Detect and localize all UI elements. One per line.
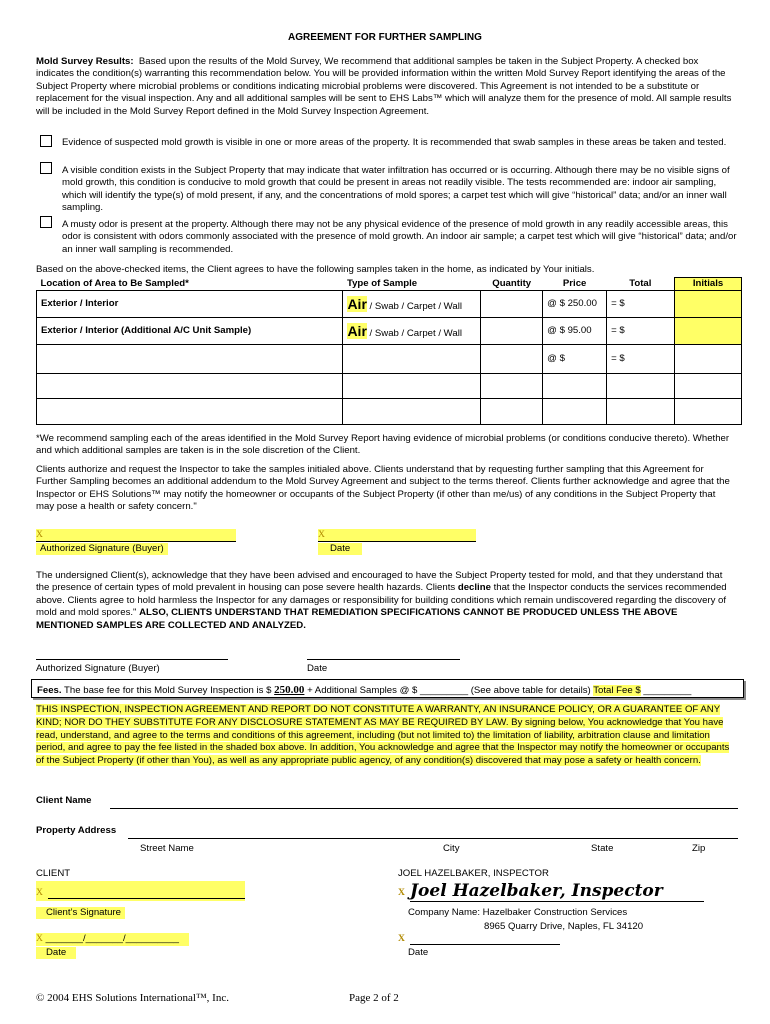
fees-text-2: + Additional Samples @ $ _________ (See above table for details) <box>304 685 594 696</box>
date-label <box>318 543 362 555</box>
decline-text-1: The undersigned Client(s), acknowledge that they have been advised and encouraged to have the Subject Property tested for mold, and that they understand that the presence of certain types of mold prevalent in housing can pose severe health hazards. Clients <box>36 570 723 594</box>
air-option[interactable]: Air <box>347 323 367 340</box>
survey-results-paragraph <box>36 56 736 118</box>
disclaimer-text: THIS INSPECTION, INSPECTION AGREEMENT AND REPORT DO NOT CONSTITUTE A WARRANTY, AN INSURANCE POLICY, OR A GUARANTEE OF ANY KIND; NOR DO THEY SUBSTITUTE FOR ANY DISCLOSURE STATEMENT AS MAY BE REQUIRED BY LAW. By signing below, You acknowledge that You have read, understand, and agree to the terms and conditions of this agreement, including (but not limited to) the limitation of liability, arbitration clause and limitation period, and agree to pay the fee listed in the shaded box above. In addition, You acknowledge and agree that the Inspector may notify the homeowner or occupants of the Subject Property (if other than You), as well as any appropriate public agency, of any condition(s) discovered that may pose a safety or health concern. <box>36 704 730 766</box>
row-quantity[interactable] <box>481 345 543 374</box>
row-total: = $ <box>607 345 675 374</box>
row-initials[interactable] <box>675 318 742 345</box>
city-label: City <box>443 843 460 854</box>
row-type <box>343 291 481 318</box>
x-mark: X <box>398 887 405 898</box>
client-date-field[interactable] <box>36 933 189 946</box>
client-name-label: Client Name <box>36 795 92 806</box>
row-total: = $ <box>607 291 675 318</box>
decline-text-2: that the Inspector conducts the services recommended above. Clients agree to hold harmless the Inspector for any damages or responsibility for building conditions which remain undiscovered regarding the discovery of mold and mold spores." <box>36 582 727 619</box>
condition-text-2: A visible condition exists in the Subject Property that may indicate that water infiltration has occurred or is occurring. Although there may be no visible signs of mold growth, this condition is conducive to mold growth that could be present in areas not readily visible. The tests recommended are: indoor air sampling, which will identify the type(s) of mold present, if any, and the concentrations of mold spores; a carpet test which will give “historical” data; and/or an inner wall sampling. <box>62 165 730 214</box>
row-location: Exterior / Interior <box>37 291 343 318</box>
survey-results-text: Based upon the results of the Mold Survey, We recommend that additional samples be taken in the Subject Property. A checked box indicates the condition(s) warranting this recommendation below. You will be provided information within the written Mold Survey Report identifying the areas of the Subject Property where microbial problems or conditions indicating microbial problems were discovered. This Agreement is not intended to be a substitute or replacement for the visual inspection. Any and all additional samples will be sent to EHS Labs™ which will analyze them for the presence of mold. All sample results will be included in the Mold Survey Report defined in the Mold Survey Inspection Agreement. <box>36 56 732 117</box>
total-fee-blank[interactable]: _________ <box>640 685 692 696</box>
buyer-date-field[interactable] <box>318 529 476 542</box>
header-quantity: Quantity <box>481 278 543 291</box>
x-mark: X <box>36 887 43 898</box>
property-address-line[interactable] <box>128 838 738 839</box>
table-intro: Based on the above-checked items, the Client agrees to have the following samples taken in the home, as indicated by Your initials. <box>36 264 595 275</box>
total-fee-label: Total Fee $ <box>593 685 641 696</box>
samples-table <box>36 277 742 425</box>
company-name: Company Name: Hazelbaker Construction Services <box>408 907 628 918</box>
row-total: = $ <box>607 318 675 345</box>
buyer-signature-field[interactable] <box>36 529 236 542</box>
inspector-date-label: Date <box>408 947 429 958</box>
page-title: AGREEMENT FOR FURTHER SAMPLING <box>288 32 482 43</box>
company-address: 8965 Quarry Drive, Naples, FL 34120 <box>484 921 644 932</box>
row-location[interactable] <box>37 345 343 374</box>
authorized-signature-label-2: Authorized Signature (Buyer) <box>36 663 160 674</box>
zip-label: Zip <box>692 843 706 854</box>
type-options: / Swab / Carpet / Wall <box>366 301 462 313</box>
state-label: State <box>591 843 614 854</box>
survey-results-label: Mold Survey Results: <box>36 56 134 67</box>
client-signature-line <box>48 898 245 899</box>
table-row <box>37 399 742 425</box>
row-location[interactable] <box>37 399 343 425</box>
row-price <box>543 374 607 399</box>
table-header-row <box>37 278 742 291</box>
row-type <box>343 318 481 345</box>
authorized-signature-label <box>36 543 168 555</box>
table-row <box>37 374 742 399</box>
decline-word: decline <box>457 582 491 594</box>
condition-checkbox-1[interactable] <box>40 135 52 147</box>
footer-page: Page 2 of 2 <box>349 992 399 1004</box>
header-total: Total <box>607 278 675 291</box>
client-heading: CLIENT <box>36 868 71 879</box>
authorized-signature-text: Authorized Signature (Buyer) <box>40 543 164 554</box>
client-name-line[interactable] <box>110 808 738 809</box>
x-mark: X <box>398 933 405 944</box>
row-price: @ $ 95.00 <box>543 318 607 345</box>
row-total <box>607 374 675 399</box>
header-type: Type of Sample <box>343 278 481 291</box>
x-mark: X <box>36 529 43 540</box>
footer-copyright: © 2004 EHS Solutions International™, Inc. <box>36 992 229 1004</box>
buyer-signature-line-2[interactable] <box>36 659 228 660</box>
fees-box <box>31 679 744 698</box>
date-slashes: _______/_______/__________ <box>45 933 179 944</box>
clients-signature-text: Client’s Signature <box>46 907 122 918</box>
row-location[interactable] <box>37 374 343 399</box>
clients-authorize-paragraph: Clients authorize and request the Inspector to take the samples initialed above. Clients understand that by requesting further sampling that this Agreement for Further Sampling becomes an additional addendum to the Mold Survey Agreement and subject to the terms thereof. Clients further acknowledge and agree that the Inspector or EHS Solutions™ may notify the homeowner or occupants of the Subject Property (if other than me/us) of any conditions in the Subject Property that may pose a health or safety concern." <box>36 464 730 513</box>
header-initials: Initials <box>675 278 742 291</box>
recommend-note: *We recommend sampling each of the areas identified in the Mold Survey Report having evidence of microbial problems (or conditions conducive thereto). Whether and which additional samples are taken is in the sole discretion of the Client. <box>36 433 730 457</box>
row-type[interactable] <box>343 345 481 374</box>
type-options: / Swab / Carpet / Wall <box>366 328 462 340</box>
inspector-signature: Joel Hazelbaker, Inspector <box>410 881 663 901</box>
row-initials[interactable] <box>675 399 742 425</box>
inspector-heading: JOEL HAZELBAKER, INSPECTOR <box>398 868 549 879</box>
inspector-date-line[interactable] <box>410 944 560 945</box>
table-row <box>37 291 742 318</box>
x-mark: X <box>36 933 43 944</box>
client-signature-field[interactable] <box>36 881 245 901</box>
row-quantity[interactable] <box>481 399 543 425</box>
row-quantity[interactable] <box>481 374 543 399</box>
condition-text-3: A musty odor is present at the property. Although there may not be any physical evidence of the presence of mold growth in any readily accessible areas, this odor is consistent with odors commonly associated with the presence of mold growth. An indoor air sample; a carpet test which will give “historical” data; and/or an inner wall sampling is recommended. <box>62 219 737 255</box>
client-date-label <box>36 947 76 959</box>
fees-amount: 250.00 <box>274 684 305 696</box>
row-quantity[interactable] <box>481 291 543 318</box>
table-row <box>37 318 742 345</box>
row-initials[interactable] <box>675 291 742 318</box>
row-initials[interactable] <box>675 345 742 374</box>
row-initials[interactable] <box>675 374 742 399</box>
fees-text-1: The base fee for this Mold Survey Inspection is $ <box>61 685 275 696</box>
buyer-date-line-2[interactable] <box>307 659 460 660</box>
row-total <box>607 399 675 425</box>
header-price: Price <box>543 278 607 291</box>
disclaimer-paragraph <box>36 704 736 768</box>
date-text: Date <box>330 543 351 554</box>
air-option[interactable]: Air <box>347 296 367 313</box>
row-price: @ $ 250.00 <box>543 291 607 318</box>
date-label-2: Date <box>307 663 328 674</box>
row-quantity[interactable] <box>481 318 543 345</box>
client-date-text: Date <box>46 947 67 958</box>
decline-paragraph <box>36 570 736 632</box>
header-location: Location of Area to Be Sampled* <box>37 278 343 291</box>
condition-text-1: Evidence of suspected mold growth is visible in one or more areas of the property. It is recommended that swab samples in these areas be taken and tested. <box>62 137 727 148</box>
decline-bold-text: ALSO, CLIENTS UNDERSTAND THAT REMEDIATION SPECIFICATIONS CANNOT BE PRODUCED UNLESS THE ABOVE MENTIONED SAMPLES ARE COLLECTED AND ANALYZED. <box>36 607 678 631</box>
fees-label: Fees. <box>37 685 62 696</box>
street-name-label: Street Name <box>140 843 194 854</box>
clients-signature-label <box>36 907 125 919</box>
condition-checkbox-3[interactable] <box>40 216 52 228</box>
row-price: @ $ <box>543 345 607 374</box>
row-type[interactable] <box>343 399 481 425</box>
x-mark: X <box>318 529 325 540</box>
inspector-signature-line <box>410 901 704 902</box>
table-row <box>37 345 742 374</box>
row-location: Exterior / Interior (Additional A/C Unit Sample) <box>37 318 343 345</box>
row-price <box>543 399 607 425</box>
row-type[interactable] <box>343 374 481 399</box>
fees-line <box>37 683 691 697</box>
property-address-label: Property Address <box>36 825 117 836</box>
condition-checkbox-2[interactable] <box>40 162 52 174</box>
